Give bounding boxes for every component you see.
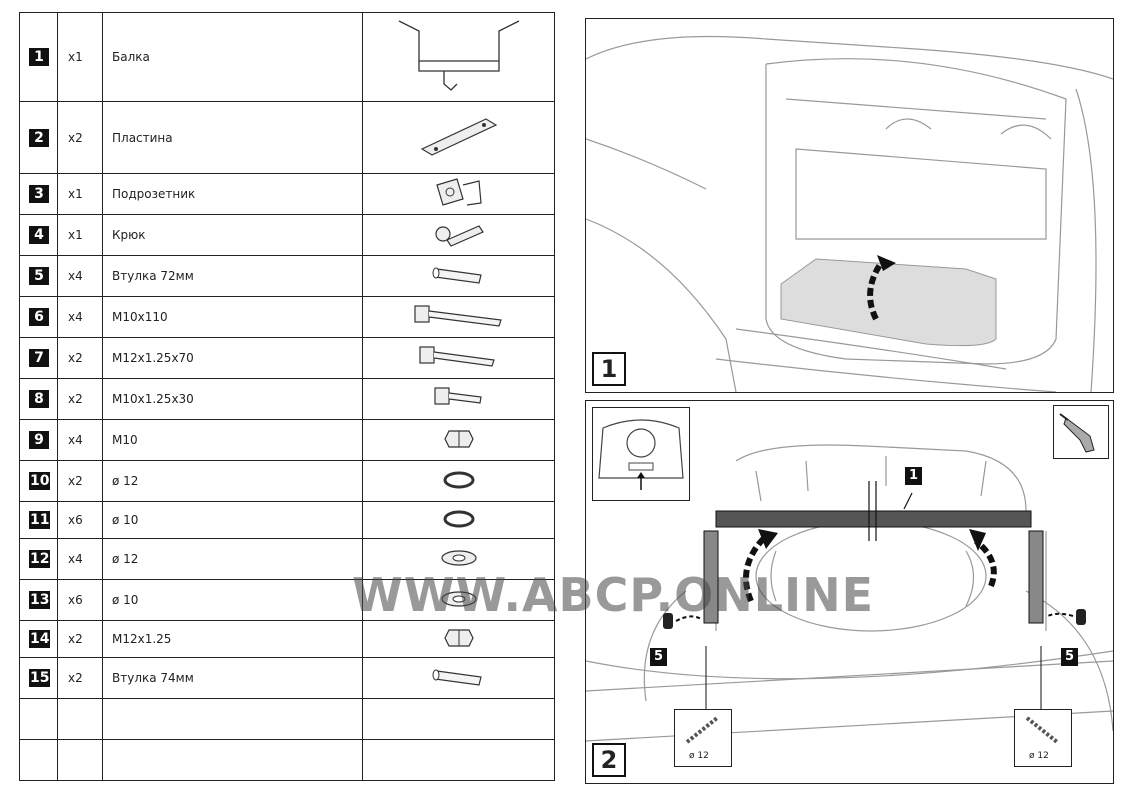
part-number-cell xyxy=(20,658,58,699)
part-name: ø 10 xyxy=(103,580,363,621)
part-image-cell xyxy=(363,461,555,502)
part-number: 14 xyxy=(30,631,50,647)
part-image-cell xyxy=(363,215,555,256)
part-row xyxy=(20,297,555,338)
part-row xyxy=(20,502,555,539)
part-row xyxy=(20,174,555,215)
part-quantity: x2 xyxy=(58,379,103,420)
part-number: 3 xyxy=(29,185,49,203)
part-image-cell xyxy=(363,256,555,297)
part-image-cell xyxy=(363,102,555,174)
part-number: 12 xyxy=(30,551,50,567)
trunk-illustration xyxy=(586,19,1113,392)
drill-icon xyxy=(1054,406,1108,458)
part-name: Крюк xyxy=(103,215,363,256)
part-name: Подрозетник xyxy=(103,174,363,215)
part-row xyxy=(20,420,555,461)
bushing-icon xyxy=(363,663,554,694)
part-quantity xyxy=(58,699,103,740)
part-number-cell xyxy=(20,502,58,539)
part-quantity xyxy=(58,740,103,781)
bolt-icon xyxy=(363,343,554,374)
part-number-cell xyxy=(20,13,58,102)
part-image-cell xyxy=(363,13,555,102)
part-image-cell xyxy=(363,420,555,461)
part-quantity: x2 xyxy=(58,658,103,699)
part-name: M12x1.25x70 xyxy=(103,338,363,379)
nut-icon xyxy=(363,425,554,456)
part-row xyxy=(20,13,555,102)
part-image-cell xyxy=(363,658,555,699)
part-number: 7 xyxy=(29,349,49,367)
part-quantity: x6 xyxy=(58,502,103,539)
part-number-cell xyxy=(20,740,58,781)
car-rear-icon xyxy=(593,408,689,500)
part-number-cell xyxy=(20,420,58,461)
part-number-cell xyxy=(20,621,58,658)
part-number-cell xyxy=(20,256,58,297)
part-quantity: x2 xyxy=(58,621,103,658)
long-bolt-icon xyxy=(363,302,554,333)
part-row xyxy=(20,740,555,781)
part-row xyxy=(20,621,555,658)
part-quantity: x2 xyxy=(58,338,103,379)
part-image-cell xyxy=(363,699,555,740)
part-name: ø 12 xyxy=(103,539,363,580)
part-row xyxy=(20,699,555,740)
part-quantity: x1 xyxy=(58,215,103,256)
part-name: Пластина xyxy=(103,102,363,174)
part-name: ø 10 xyxy=(103,502,363,539)
figure-1-trunk-view xyxy=(585,18,1114,393)
part-image-cell xyxy=(363,502,555,539)
part-quantity: x4 xyxy=(58,297,103,338)
part-name: M10 xyxy=(103,420,363,461)
beam-icon xyxy=(363,16,554,99)
bushing-icon xyxy=(363,261,554,292)
part-quantity: x6 xyxy=(58,580,103,621)
part-name: M12x1.25 xyxy=(103,621,363,658)
part-row xyxy=(20,461,555,502)
part-number: 13 xyxy=(30,592,50,608)
part-image-cell xyxy=(363,621,555,658)
part-name: Втулка 74мм xyxy=(103,658,363,699)
part-image-cell xyxy=(363,379,555,420)
part-number: 8 xyxy=(29,390,49,408)
part-image-cell xyxy=(363,174,555,215)
part-row xyxy=(20,256,555,297)
part-number-cell xyxy=(20,379,58,420)
part-row xyxy=(20,338,555,379)
nut-icon xyxy=(363,624,554,655)
part-name: ø 12 xyxy=(103,461,363,502)
part-row xyxy=(20,102,555,174)
spring-washer-icon xyxy=(363,468,554,495)
washer-detail-icon xyxy=(1015,710,1071,750)
part-name: M10x1.25x30 xyxy=(103,379,363,420)
part-number: 4 xyxy=(29,226,49,244)
part-image-cell xyxy=(363,338,555,379)
part-name: Балка xyxy=(103,13,363,102)
part-row xyxy=(20,658,555,699)
left-washer-detail xyxy=(674,709,732,767)
part-quantity: x4 xyxy=(58,420,103,461)
part-number: 2 xyxy=(29,129,49,147)
socket-bracket-icon xyxy=(363,175,554,214)
part-image-cell xyxy=(363,297,555,338)
spring-washer-icon xyxy=(363,507,554,534)
car-rear-inset xyxy=(592,407,690,501)
beam-callout: 1 xyxy=(905,467,922,485)
part-name: Втулка 72мм xyxy=(103,256,363,297)
parts-table xyxy=(19,12,555,781)
figure-2-label: 2 xyxy=(592,743,626,777)
part-image-cell xyxy=(363,740,555,781)
part-number-cell xyxy=(20,580,58,621)
right-washer-detail xyxy=(1014,709,1072,767)
plate-icon xyxy=(363,111,554,164)
part-number: 5 xyxy=(29,267,49,285)
part-name: M10x110 xyxy=(103,297,363,338)
washer-detail-icon xyxy=(675,710,731,750)
part-number-cell xyxy=(20,297,58,338)
part-row xyxy=(20,379,555,420)
part-name xyxy=(103,699,363,740)
right-bushing-callout: 5 xyxy=(1061,648,1078,666)
part-name xyxy=(103,740,363,781)
part-number-cell xyxy=(20,215,58,256)
part-number-cell xyxy=(20,699,58,740)
part-quantity: x4 xyxy=(58,539,103,580)
part-quantity: x2 xyxy=(58,461,103,502)
part-quantity: x1 xyxy=(58,174,103,215)
part-number: 15 xyxy=(30,670,50,686)
part-number: 11 xyxy=(30,512,50,528)
part-quantity: x1 xyxy=(58,13,103,102)
part-number: 9 xyxy=(29,431,49,449)
drill-inset xyxy=(1053,405,1109,459)
part-number: 1 xyxy=(29,48,49,66)
part-number-cell xyxy=(20,461,58,502)
part-row xyxy=(20,215,555,256)
right-dim-label: ø 12 xyxy=(1029,751,1049,761)
left-bushing-callout: 5 xyxy=(650,648,667,666)
part-number: 6 xyxy=(29,308,49,326)
part-quantity: x2 xyxy=(58,102,103,174)
figure-1-label: 1 xyxy=(592,352,626,386)
part-quantity: x4 xyxy=(58,256,103,297)
hook-icon xyxy=(363,216,554,255)
part-number-cell xyxy=(20,338,58,379)
part-number-cell xyxy=(20,539,58,580)
part-number-cell xyxy=(20,174,58,215)
left-dim-label: ø 12 xyxy=(689,751,709,761)
part-number-cell xyxy=(20,102,58,174)
watermark: WWW.ABCP.ONLINE xyxy=(352,568,875,622)
short-bolt-icon xyxy=(363,384,554,415)
part-number: 10 xyxy=(30,473,50,489)
